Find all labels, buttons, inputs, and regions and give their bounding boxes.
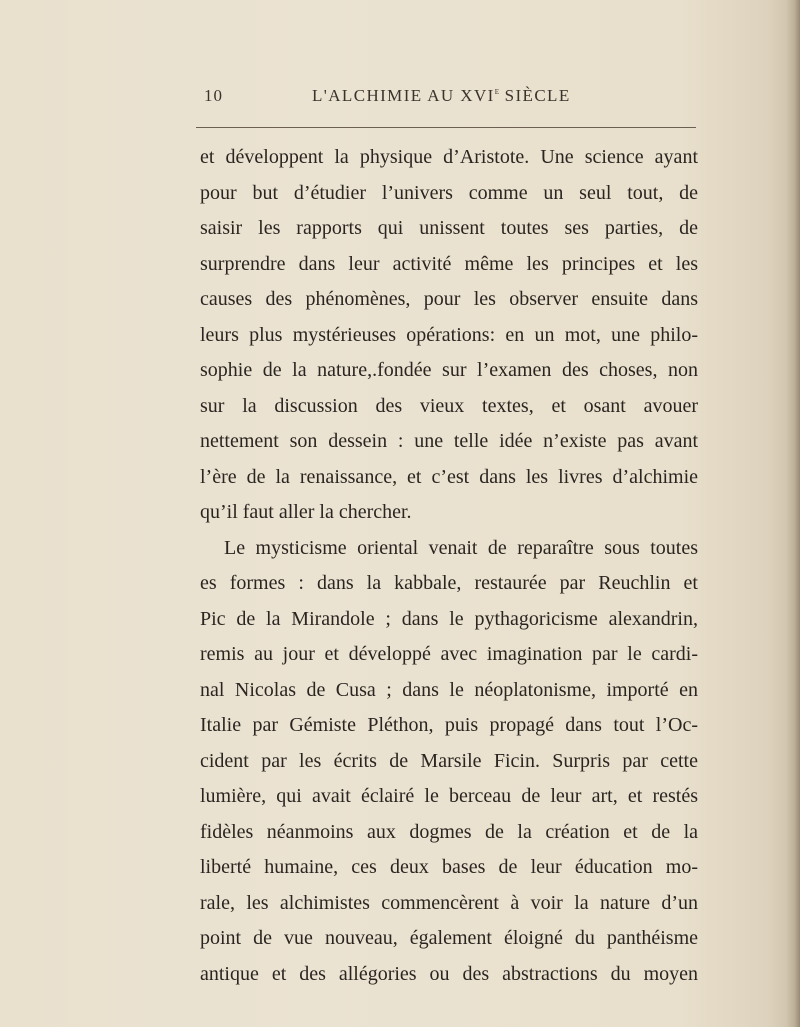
text-line: Le mysticisme oriental venait de reparaître sous toutes	[224, 536, 698, 559]
text-line: es formes : dans la kabbale, restaurée par Reuchlin et	[200, 572, 698, 594]
text-line: point de vue nouveau, également éloigné du panthéisme	[200, 927, 698, 949]
text-line: cident par les écrits de Marsile Ficin. Surpris par cette	[200, 749, 698, 772]
text-line: causes des phénomènes, pour les observer ensuite dans	[200, 288, 698, 310]
text-line: lumière, qui avait éclairé le berceau de leur art, et restés	[200, 785, 698, 807]
text-line: pour but d’étudier l’univers comme un seul tout, de	[200, 181, 698, 204]
text-line: nettement son dessein : une telle idée n’existe pas avant	[200, 430, 698, 452]
text-line: Pic de la Mirandole ; dans le pythagoricisme alexandrin,	[200, 607, 698, 630]
text-line: saisir les rapports qui unissent toutes ses parties, de	[200, 217, 698, 239]
text-line: et développent la physique d’Aristote. Une science ayant	[200, 146, 698, 168]
text-line: sur la discussion des vieux textes, et osant avouer	[200, 394, 698, 417]
body-text	[200, 140, 698, 992]
page-edge-shadow	[786, 0, 800, 1027]
page-number: 10	[204, 86, 223, 105]
text-line: antique et des allégories ou des abstractions du moyen	[200, 962, 698, 985]
text-line: qu’il faut aller la chercher.	[200, 501, 412, 523]
text-line: Italie par Gémiste Pléthon, puis propagé dans tout l’Oc-	[200, 714, 698, 736]
running-title-superscript: e	[494, 86, 499, 97]
text-line: remis au jour et développé avec imagination par le cardi-	[200, 643, 698, 665]
text-line: l’ère de la renaissance, et c’est dans les livres d’alchimie	[200, 465, 698, 488]
running-head	[0, 86, 800, 110]
header-rule	[196, 127, 696, 128]
text-line: rale, les alchimistes commencèrent à voir la nature d’un	[200, 891, 698, 914]
text-line: leurs plus mystérieuses opérations: en un mot, une philo-	[200, 323, 698, 346]
running-title-end: SIÈCLE	[498, 86, 571, 105]
running-title	[312, 86, 571, 106]
text-line: sophie de la nature,.fondée sur l’examen des choses, non	[200, 359, 698, 381]
text-line: surprendre dans leur activité même les principes et les	[200, 252, 698, 275]
text-line: nal Nicolas de Cusa ; dans le néoplatonisme, importé en	[200, 678, 698, 701]
text-line: liberté humaine, ces deux bases de leur éducation mo-	[200, 856, 698, 878]
running-title-main: L'ALCHIMIE AU XVI	[312, 86, 495, 105]
text-line: fidèles néanmoins aux dogmes de la création et de la	[200, 820, 698, 843]
